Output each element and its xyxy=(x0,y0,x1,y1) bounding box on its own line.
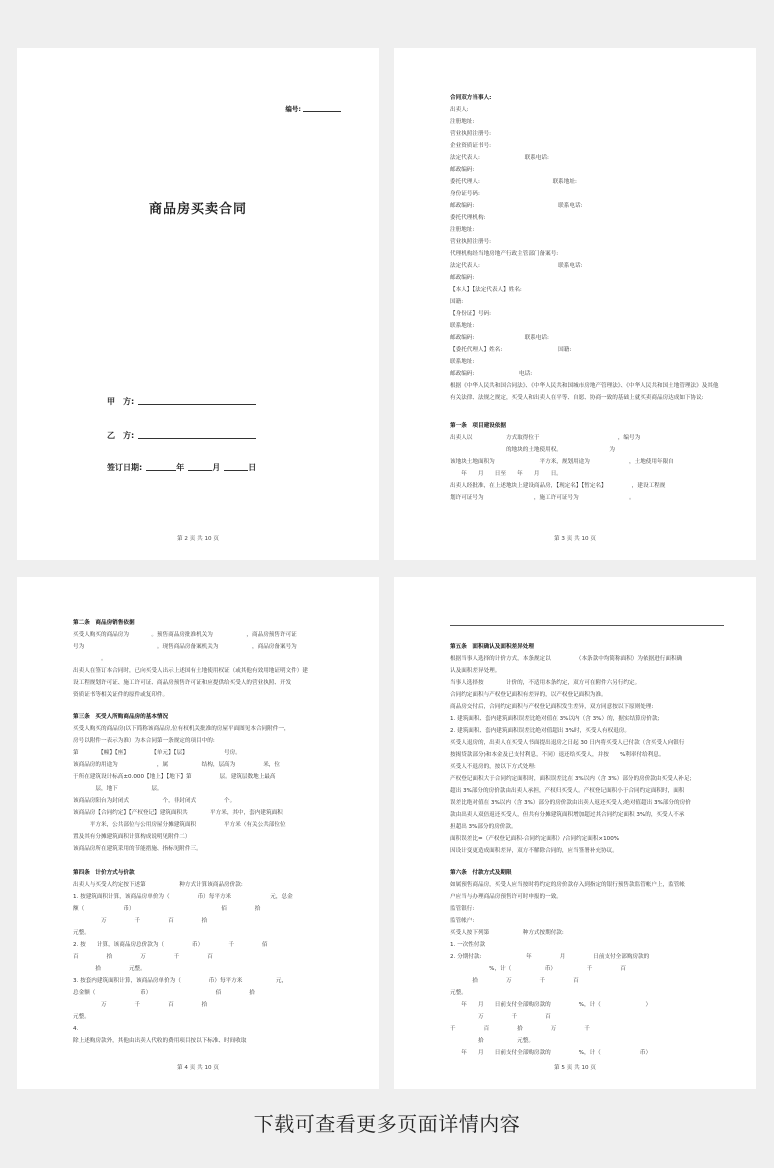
text-line: 超出 3%部分的房价款由出卖人承担，产权归买受人。产权登记面积小于合同约定面积时，面积 xyxy=(450,788,685,794)
text-line: 合同约定面积与产权登记面积有差异的，以产权登记面积为准。 xyxy=(450,692,607,698)
text-line: 该商品房的用途为 ，属 结构，层高为 米，位 xyxy=(73,762,280,768)
text-line: 出卖人在签订本合同时，已向买受人出示上述国有土地使用权证（或其他有效用地证明文件）建 xyxy=(73,668,308,674)
party-field-line: 邮政编码: 电话: xyxy=(450,371,533,377)
party-field-line: 联系地址: xyxy=(450,359,475,365)
contract-number-blank xyxy=(303,111,341,112)
party-field-line: 委托代理人: 联系地址: xyxy=(450,179,577,185)
party-field-line: 委托代理机构: xyxy=(450,215,486,221)
text-line: 该地块土地面积为 平方米，规划用途为 ，土地使用年限自 xyxy=(450,459,674,465)
party-field-line: 身份证号码: xyxy=(450,191,480,197)
text-line: 因设计变更造成面积差异，双方不解除合同的，应当签署补充协议。 xyxy=(450,848,618,854)
text-line: 置及其有分摊建筑面积计算构成说明见附件二） xyxy=(73,834,191,840)
party-field-line: 邮政编码: 联系电话: xyxy=(450,335,549,341)
text-line: 房号以附件一表示为准）为本合同第一条规定的项目中的: xyxy=(73,738,215,744)
page-footer: 第 3 页 共 10 页 xyxy=(554,536,596,542)
party-field-line: 【委托代理人】姓名: 国籍: xyxy=(450,347,572,353)
text-line: 出卖人经批准，在上述地块上建设商品房，【现定名】【暂定名】 ，建设工程规 xyxy=(450,483,666,489)
party-field-line: 【本人】【法定代表人】姓名: xyxy=(450,287,522,293)
text-line: 2. 按 计算，该商品房总价款为（ 币） 千 佰 xyxy=(73,942,268,948)
text-line: 。 xyxy=(73,656,107,662)
document-page-4 xyxy=(17,577,379,1089)
text-line: 设工程规划许可证、施工许可证、商品房预售许可证和应提供给买受人的营业执照、开发 xyxy=(73,680,292,686)
text-line: 1. 按建筑面积计算，该商品房单价为（ 币）每平方米 元，总金 xyxy=(73,894,293,900)
text-line: 买受人按下列第 种方式按期付款: xyxy=(450,930,564,936)
text-line: 拾 元整。 xyxy=(450,1038,534,1044)
text-line: 出卖人以 方式取得位于 ，编号为 xyxy=(450,435,641,441)
party-field-line: 【身份证】号码: xyxy=(450,311,492,317)
section-title: 合同双方当事人: xyxy=(450,95,492,101)
party-field-line: 邮政编码: 联系电话: xyxy=(450,203,583,209)
text-line: 买受人购买的商品房(以下简称该商品房,位有权机关批准的房屋平面图见本合同附件一， xyxy=(73,726,290,732)
party-field-line: 国籍: xyxy=(450,299,464,305)
section-3 xyxy=(73,711,347,855)
contract-number xyxy=(285,104,341,113)
text-line: 出卖人与买受人约定按下述第 种方式计算该商品房价款: xyxy=(73,882,243,888)
text-line: 该商品房阳台为封闭式 个，非封闭式 个。 xyxy=(73,798,236,804)
intro-paragraph: 根据《中华人民共和国合同法》、《中华人民共和国城市房地产管理法》、《中华人民共和国土地管理法》及其他有关法律、法规之规定，买受人和出卖人在平等、自愿、协商一致的基础上就买卖商品房达成如下协议: xyxy=(450,383,719,401)
text-line: 3. 按套内建筑面积计算，该商品房单价为（ 币）每平方米 元， xyxy=(73,978,288,984)
text-line: 面积误差比=（产权登记面积-合同约定面积）/合同约定面积×100% xyxy=(450,836,620,842)
text-line: 除上述购房款外，其他由出卖人代收的费用项目按以下标准、时间收取 xyxy=(73,1038,247,1044)
section-title: 第四条 计价方式与价款 xyxy=(73,870,135,876)
document-page-cover xyxy=(17,48,379,560)
month-label: 月 xyxy=(212,463,221,472)
party-field-line: 邮政编码: xyxy=(450,275,475,281)
top-rule xyxy=(450,625,724,626)
party-field-line: 代理机构经当地房地产行政主管部门备案号: xyxy=(450,251,559,257)
section-title: 第三条 买受人所购商品房的基本情况 xyxy=(73,714,169,720)
text-line: 总金额（ 币） 佰 拾 xyxy=(73,990,255,996)
text-line: 根据当事人选择的计价方式，本条规定以 （本条款中均简称面积）为依据进行面积确 xyxy=(450,656,683,662)
text-line: 买受人购买的商品房为 。预售商品房批准机关为 ，商品房预售许可证 xyxy=(73,632,297,638)
party-field-line: 营业执照注册号: xyxy=(450,239,492,245)
page-footer: 第 5 页 共 10 页 xyxy=(554,1065,596,1071)
section-2 xyxy=(73,617,347,701)
text-line: 2. 分期付款: 年 月 日前支付全部购房款的 xyxy=(450,954,650,960)
party-info-lines xyxy=(450,92,724,380)
text-line: 认及面积差异处理。 xyxy=(450,668,501,674)
party-field-line: 企业资质证书号: xyxy=(450,143,492,149)
sign-date-label: 签订日期: xyxy=(107,463,143,472)
party-field-line: 营业执照注册号: xyxy=(450,131,492,137)
party-b-line xyxy=(107,430,256,441)
text-line: 万 千 百 xyxy=(450,1014,551,1020)
page-footer: 第 4 页 共 10 页 xyxy=(177,1065,219,1071)
text-line: 按揭贷款部分)和本金及已支付利息，不同）退还给买受人，并按 %利率付给利息。 xyxy=(450,752,665,758)
text-line: 买受人退房的，出卖人在买受人书面提出退房之日起 30 日内将买受人已付款（含买受人向银行 xyxy=(450,740,685,746)
text-line: 千 百 拾 万 千 xyxy=(450,1026,590,1032)
party-field-line: 联系地址: xyxy=(450,323,475,329)
text-line: 担超出 3%部分的房价款。 xyxy=(450,824,517,830)
text-line: 年 月 日前支付全部购房款的 %，计（ ） xyxy=(450,1002,652,1008)
text-line: 元整。 xyxy=(450,990,467,996)
text-line: 户应当与办理商品房预售许可时申报的一致。 xyxy=(450,894,562,900)
more-pages-caption: 下载可查看更多页面详情内容 xyxy=(253,1112,521,1136)
text-line: 监管银行: xyxy=(450,906,475,912)
text-line: 监管帐户: xyxy=(450,918,475,924)
text-line: 1. 一次性付款 xyxy=(450,942,486,948)
section-title: 第六条 付款方式及期限 xyxy=(450,870,512,876)
text-line: 层，地下 层。 xyxy=(73,786,163,792)
page-footer: 第 2 页 共 10 页 xyxy=(177,536,219,542)
text-line: 1. 建筑面积、套内建筑面积误差比绝对值在 3%以内（含 3%）的，据实结算房价款; xyxy=(450,716,660,722)
party-a-line xyxy=(107,396,256,407)
party-field-line: 法定代表人: 联系电话: xyxy=(450,263,583,269)
day-label: 日 xyxy=(248,463,257,472)
contract-number-label: 编号: xyxy=(285,105,301,113)
text-line: 误差比绝对值在 3%以内（含 3%）部分的房价款由出卖人返还买受人;绝对值超出 3%部分的房价 xyxy=(450,800,691,806)
text-line: 如属预售商品房，买受人应当按时将约定的房价款存入到指定的银行预售款监管帐户上，监管帐 xyxy=(450,882,685,888)
party-field-line: 注册地址: xyxy=(450,227,475,233)
text-line: 的地块的土地使用权。 为 xyxy=(450,447,616,453)
document-title: 商品房买卖合同 xyxy=(148,202,247,217)
text-line: 第 【幢】【座】 【单元】【层】 号房。 xyxy=(73,750,241,756)
text-line: 平方米，公共部位与公用房屋分摊建筑面积 平方米（有关公共部位位 xyxy=(73,822,286,828)
text-line: 年 月 日至 年 月 日。 xyxy=(450,471,562,477)
text-line: 商品房交付后，合同约定面积与产权登记面积发生差异，双方同意按以下原则处理: xyxy=(450,704,654,710)
text-line: 百 拾 万 千 百 xyxy=(73,954,213,960)
section-title: 第五条 面积确认及面积差异处理 xyxy=(450,644,534,650)
text-line: 2. 建筑面积、套内建筑面积误差比绝对值超出 3%时，买受人有权退房。 xyxy=(450,728,630,734)
text-line: 万 千 百 拾 xyxy=(73,918,208,924)
text-line: %，计（ 币） 千 百 xyxy=(450,966,626,972)
party-b-label: 乙 方: xyxy=(107,431,135,440)
party-field-line: 注册地址: xyxy=(450,119,475,125)
section-6 xyxy=(450,867,724,1059)
party-field-line: 邮政编码: xyxy=(450,167,475,173)
text-line: 号为 。现售商品房备案机关为 ，商品房备案号为 xyxy=(73,644,297,650)
text-line: 当事人选择按 计价的，不适用本条约定，双方可在附件六另行约定。 xyxy=(450,680,641,686)
month-blank xyxy=(188,470,212,471)
text-line: 款由出卖人双倍返还买受人，但共有分摊建筑面积增加超过其合同约定面积 3%的，买受人不承 xyxy=(450,812,685,818)
section-title: 第一条 项目建设依据 xyxy=(450,423,506,429)
party-field-line: 出卖人: xyxy=(450,107,469,113)
text-line: 额（ 币） 佰 拾 xyxy=(73,906,261,912)
text-line: 于所在建筑设计标高±0.000【地上】【地下】第 层。建筑层数地上最高 xyxy=(73,774,276,780)
day-blank xyxy=(224,470,248,471)
section-5 xyxy=(450,641,724,857)
text-line: 拾 万 千 百 xyxy=(450,978,579,984)
text-line: 元整。 xyxy=(73,930,90,936)
text-line: 该商品房【合同约定】【产权登记】建筑面积共 平方米，其中，套内建筑面积 xyxy=(73,810,283,816)
text-line: 划许可证号为 ，施工许可证号为 。 xyxy=(450,495,635,501)
sign-date-line xyxy=(107,462,256,473)
text-line: 4. xyxy=(73,1026,79,1032)
text-line: 产权登记面积大于合同约定面积时，面积误差比在 3%以内（含 3%）部分的房价款由买受人补足; xyxy=(450,776,692,782)
section-1 xyxy=(450,420,724,504)
party-a-blank xyxy=(138,404,256,405)
document-page-5 xyxy=(394,577,756,1089)
section-title: 第二条 商品房销售依据 xyxy=(73,620,135,626)
year-label: 年 xyxy=(176,463,185,472)
text-line: 买受人不退房的，按以下方式处理: xyxy=(450,764,536,770)
year-blank xyxy=(146,470,176,471)
text-line: 元整。 xyxy=(73,1014,90,1020)
section-4 xyxy=(73,867,347,1047)
party-b-blank xyxy=(138,438,256,439)
text-line: 年 月 日前支付全部购房款的 %，计（ 币） xyxy=(450,1050,652,1056)
text-line: 拾 元整。 xyxy=(73,966,146,972)
text-line: 资质证书等相关证件的原件或复印件。 xyxy=(73,692,169,698)
text-line: 万 千 百 拾 xyxy=(73,1002,208,1008)
party-field-line: 法定代表人: 联系电话: xyxy=(450,155,549,161)
party-a-label: 甲 方: xyxy=(107,397,135,406)
text-line: 该商品房所在建筑采用的节能措施、指标见附件三。 xyxy=(73,846,202,852)
document-page-3 xyxy=(394,48,756,560)
